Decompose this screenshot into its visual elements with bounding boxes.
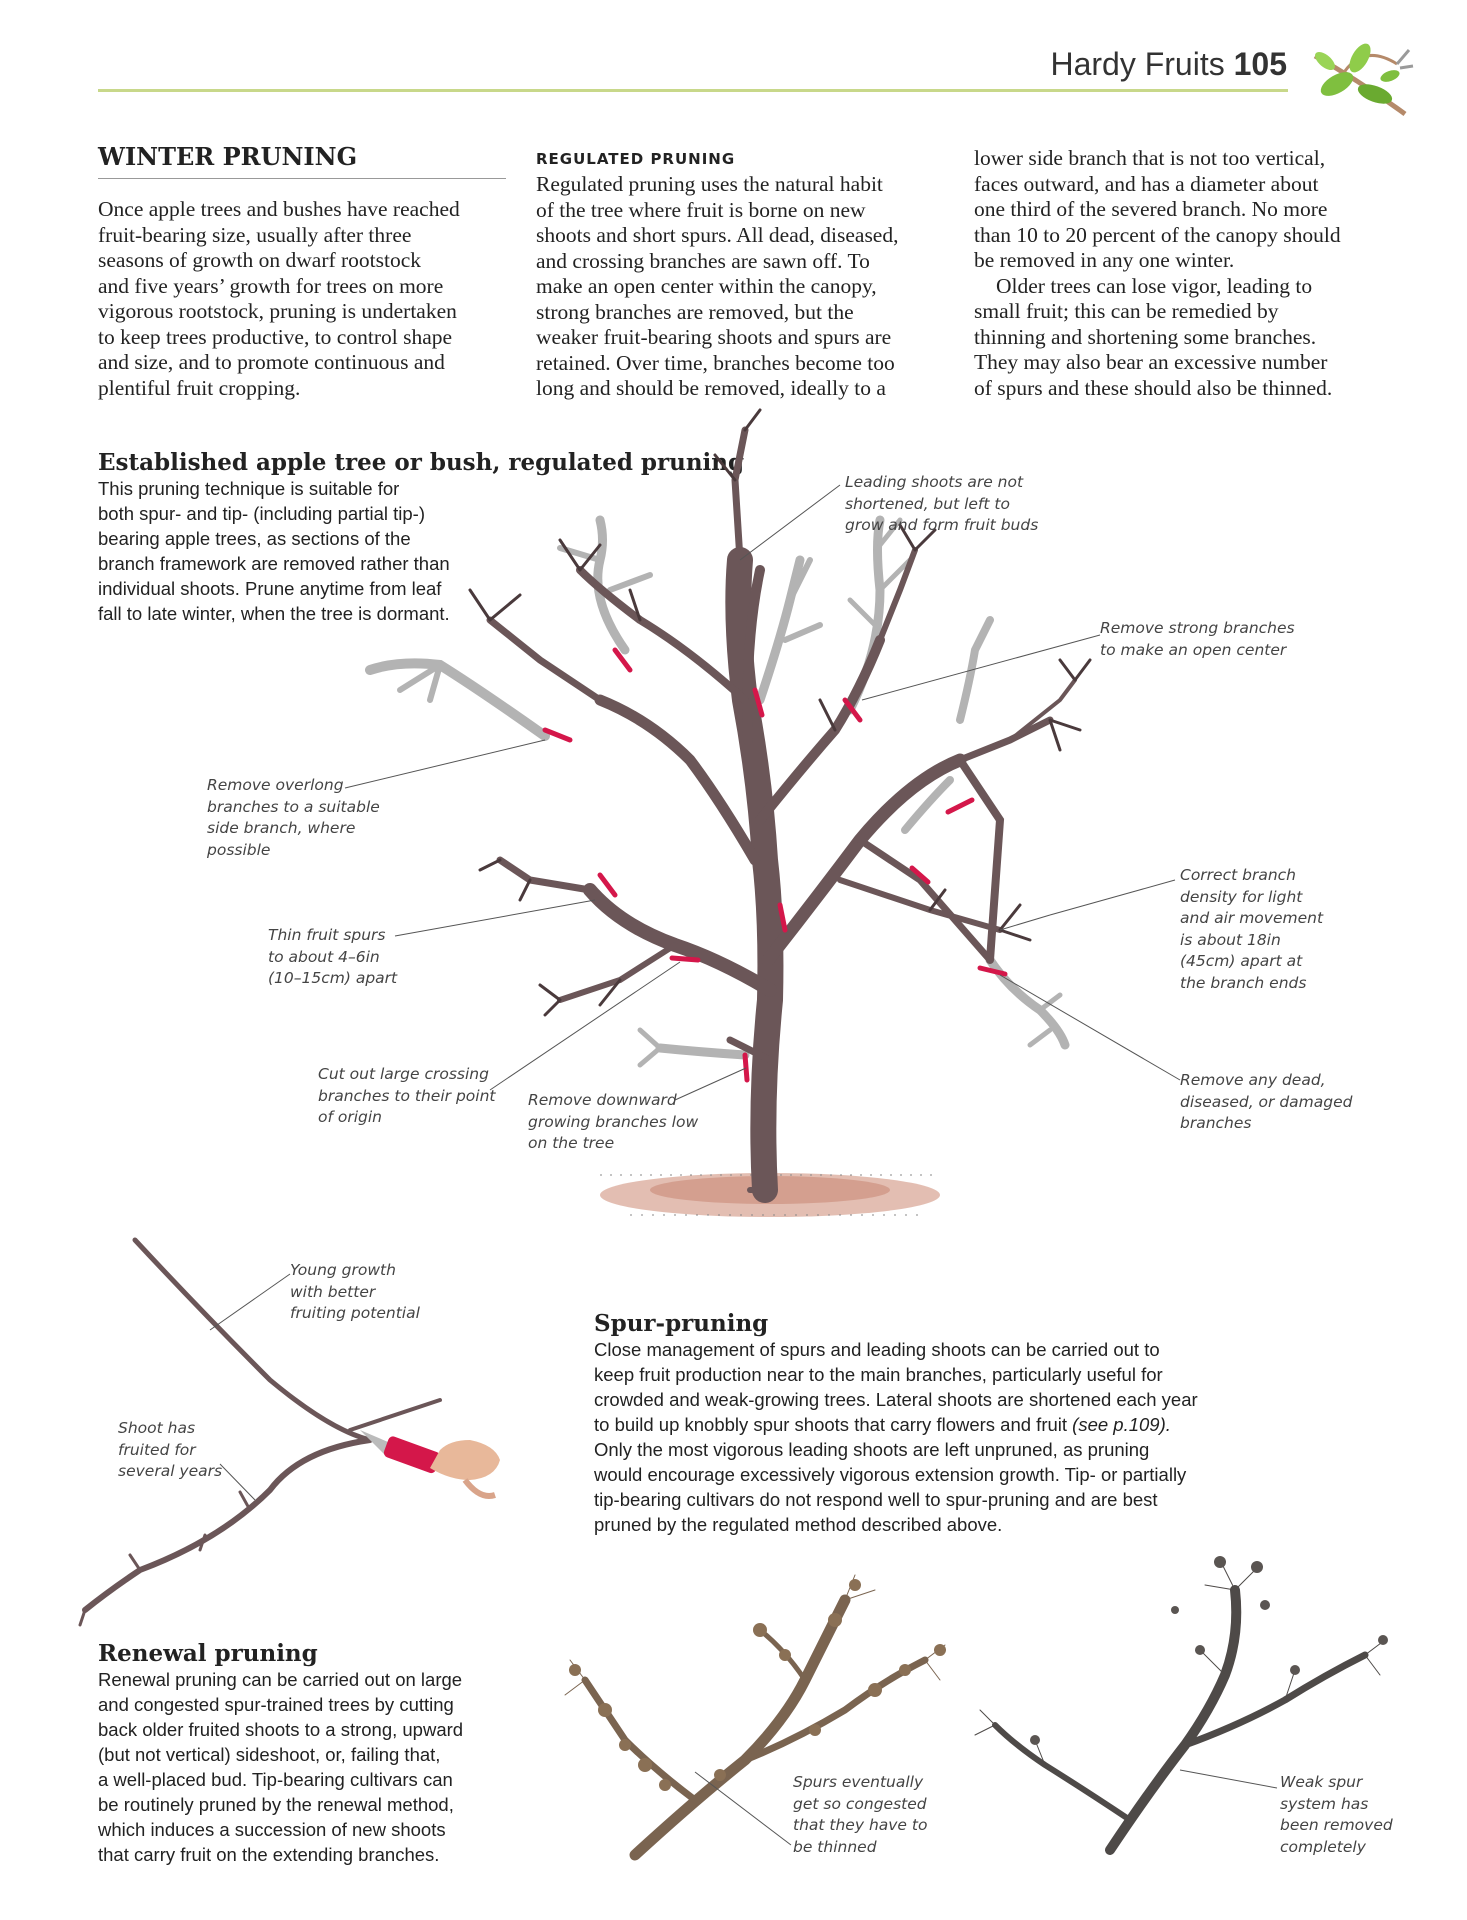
renewal-pruning-text: Renewal pruning can be carried out on large and congested spur-trained trees by cutting back older fruited shoots to a strong, upward (but not vertical) sideshoot, or, failing that, a well-placed bud. Tip-bearing cultivars can be routinely pruned by the renewal method, which induces a succession of new shoots that carry fruit on the extending branches. <box>98 1669 464 1865</box>
winter-pruning-heading: WINTER PRUNING <box>98 142 358 171</box>
label-weak-spur-removed: Weak spur system has been removed completely <box>1280 1773 1393 1856</box>
label-thin-fruit-spurs: Thin fruit spurs to about 4–6in (10–15cm) apart <box>268 926 398 987</box>
regulated-pruning-heading: REGULATED PRUNING <box>536 150 736 168</box>
label-shoot-fruited: Shoot has fruited for several years <box>118 1419 223 1480</box>
section-name: Hardy Fruits <box>1050 46 1225 82</box>
label-remove-downward-branches: Remove downward growing branches low on the tree <box>528 1091 699 1152</box>
label-cut-crossing-branches: Cut out large crossing branches to their point of origin <box>318 1065 496 1126</box>
regulated-pruning-column-continued: lower side branch that is not too vertical, faces outward, and has a diameter about one third of the severed branch. No more than 10 to 20 percent of the canopy should be removed in any one winter. Older trees can lose vigor, leading to small fruit; this can be remedied by thinning and shortening some branches. They may also bear an excessive number of spurs and these should also be thinned. <box>974 146 1341 400</box>
established-tree-text: This pruning technique is suitable for both spur- and tip- (including partial tip-) bearing apple trees, as sections of the branch framework are removed rather than individual shoots. Prune anytime from leaf fall to late winter, when the tree is dormant. <box>98 478 450 624</box>
spur-pruning-text: Close management of spurs and leading shoots can be carried out to keep fruit production near to the main branches, particularly useful for crowded and weak-growing trees. Lateral shoots are shortened each year to build up knobbly spur shoots that carry flowers and fruit (see p.109). Only the most vigorous leading shoots are left unpruned, as pruning would encourage excessively vigorous extension growth. Tip- or partially tip-bearing cultivars do not respond well to spur-pruning and are best pruned by the regulated method described above. <box>594 1339 1198 1535</box>
renewal-pruning-heading: Renewal pruning <box>98 1640 318 1667</box>
spur-pruning-heading: Spur-pruning <box>594 1310 769 1337</box>
label-leading-shoots: Leading shoots are not shortened, but left to grow and form fruit buds <box>845 473 1039 534</box>
winter-pruning-paragraph: Once apple trees and bushes have reached fruit-bearing size, usually after three seasons of growth on dwarf rootstock and five years’ growth for trees on more vigorous rootstock, pruning is undertaken to keep trees productive, to control shape and size, and to promote continuous and plentiful fruit cropping. <box>98 197 460 400</box>
renewal-pruning-branch-illustration <box>0 1230 560 1630</box>
label-congested-spurs: Spurs eventually get so congested that they have to be thinned <box>793 1773 928 1856</box>
label-remove-overlong-branches: Remove overlong branches to a suitable side branch, where possible <box>207 776 380 859</box>
secateurs-icon <box>360 1430 500 1496</box>
cross-reference: (see p.109). <box>1072 1414 1171 1435</box>
label-remove-strong-branches: Remove strong branches to make an open center <box>1100 619 1295 659</box>
label-young-growth: Young growth with better fruiting potential <box>290 1261 420 1322</box>
established-tree-heading: Established apple tree or bush, regulated pruning <box>98 449 745 476</box>
label-remove-dead-branches: Remove any dead, diseased, or damaged branches <box>1180 1071 1353 1132</box>
regulated-pruning-column: Regulated pruning uses the natural habit of the tree where fruit is borne on new shoots and short spurs. All dead, diseased, and crossing branches are sawn off. To make an open center within the canopy, strong branches are removed, but the weaker fruit-bearing shoots and spurs are retained. Over time, branches become too long and should be removed, ideally to a <box>536 172 899 400</box>
label-branch-density: Correct branch density for light and air movement is about 18in (45cm) apart at the branch ends <box>1180 866 1324 992</box>
page-number: 105 <box>1233 46 1287 82</box>
